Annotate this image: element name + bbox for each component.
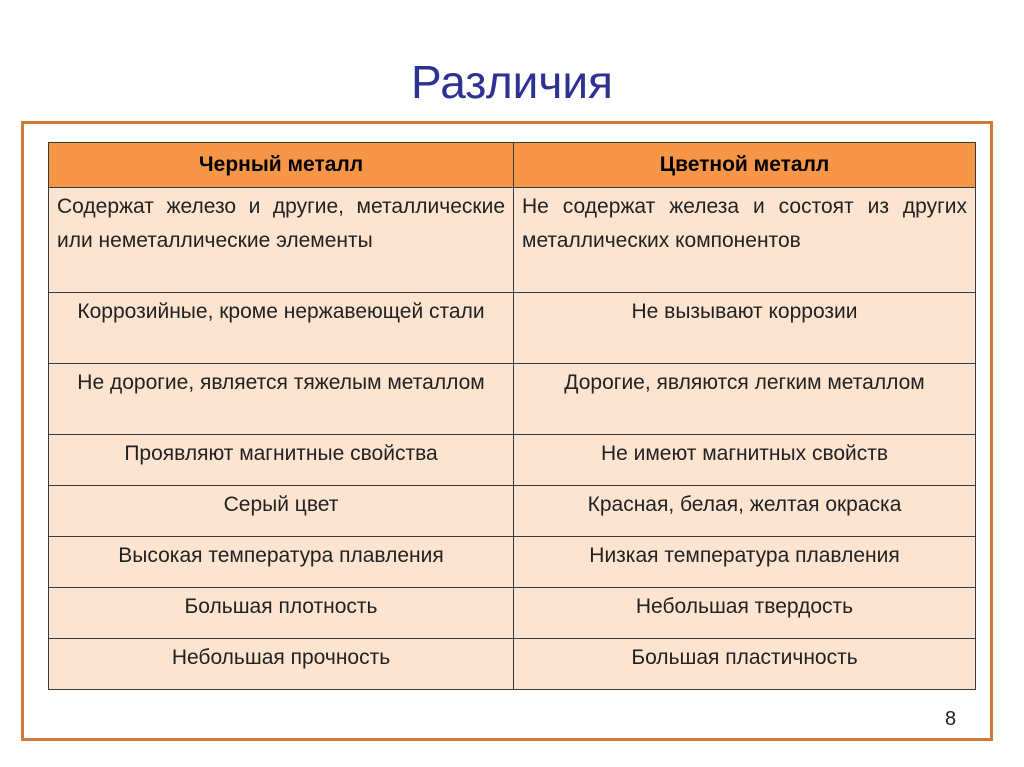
table-cell-nonferrous: Дорогие, являются легким металлом [514, 364, 976, 435]
slide-title: Различия [411, 56, 613, 108]
table-row [49, 188, 976, 293]
table-cell-ferrous: Содержат железо и другие, металлические или неметаллические элементы [49, 188, 514, 293]
table-cell-ferrous: Проявляют магнитные свойства [49, 435, 514, 486]
header-ferrous-metal: Черный металл [49, 143, 514, 188]
header-nonferrous-metal: Цветной металл [514, 143, 976, 188]
table-cell-nonferrous: Большая пластичность [514, 639, 976, 690]
table-cell-nonferrous: Небольшая твердость [514, 588, 976, 639]
table-cell-nonferrous: Не имеют магнитных свойств [514, 435, 976, 486]
table-row [49, 486, 976, 537]
table-cell-ferrous: Высокая температура плавления [49, 537, 514, 588]
page-number: 8 [945, 708, 957, 730]
table-row [49, 639, 976, 690]
table-cell-ferrous: Не дорогие, является тяжелым металлом [49, 364, 514, 435]
table-row [49, 293, 976, 364]
table-cell-ferrous: Серый цвет [49, 486, 514, 537]
comparison-table [48, 142, 976, 690]
table-cell-ferrous: Небольшая прочность [49, 639, 514, 690]
table-cell-nonferrous: Не содержат железа и состоят из других металлических компонентов [514, 188, 976, 293]
table-cell-nonferrous: Низкая температура плавления [514, 537, 976, 588]
table-cell-nonferrous: Красная, белая, желтая окраска [514, 486, 976, 537]
table-header-row [49, 143, 976, 188]
table-row [49, 435, 976, 486]
table-cell-ferrous: Большая плотность [49, 588, 514, 639]
table-cell-nonferrous: Не вызывают коррозии [514, 293, 976, 364]
table-row [49, 537, 976, 588]
table-row [49, 364, 976, 435]
table-cell-ferrous: Коррозийные, кроме нержавеющей стали [49, 293, 514, 364]
table-row [49, 588, 976, 639]
